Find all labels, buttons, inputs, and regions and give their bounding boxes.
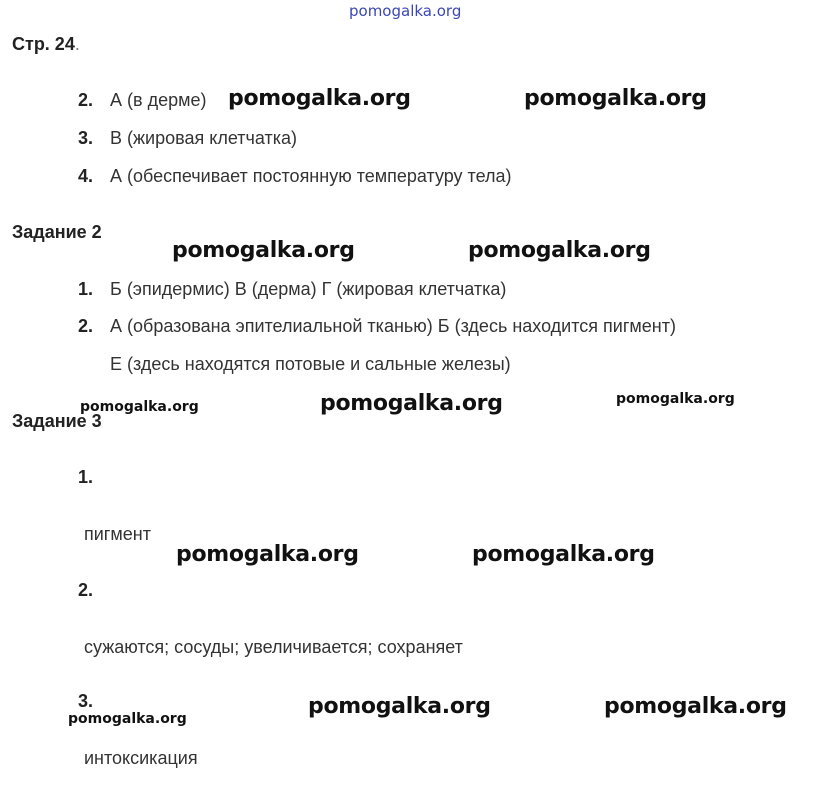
item-text: А (обеспечивает постоянную температуру тела) bbox=[110, 166, 512, 186]
item-number: 1. bbox=[78, 279, 94, 299]
task2-item-2-continuation: Е (здесь находятся потовые и сальные железы) bbox=[110, 354, 511, 374]
task3-heading: Задание 3 bbox=[12, 411, 102, 431]
item-text: Б (эпидермис) В (дерма) Г (жировая клетчатка) bbox=[110, 279, 507, 299]
task1-item-3 bbox=[78, 128, 297, 149]
task3-item-2-answer: сужаются; сосуды; увеличивается; сохраняет bbox=[84, 637, 463, 657]
watermark: pomogalka.org bbox=[616, 391, 735, 407]
task3-item-3-number bbox=[78, 691, 110, 712]
item-text: А (образована эпителиальной тканью) Б (здесь находится пигмент) bbox=[110, 316, 676, 336]
item-number: 2. bbox=[78, 90, 94, 110]
item-number: 4. bbox=[78, 166, 94, 186]
item-text: В (жировая клетчатка) bbox=[110, 128, 297, 148]
item-number: 2. bbox=[78, 316, 94, 336]
watermark: pomogalka.org bbox=[472, 542, 655, 567]
task1-item-4 bbox=[78, 166, 512, 187]
task3-item-1-number bbox=[78, 467, 110, 488]
task2-item-2 bbox=[78, 316, 676, 337]
task1-item-2 bbox=[78, 90, 206, 111]
header-watermark: pomogalka.org bbox=[349, 2, 462, 20]
task2-item-1 bbox=[78, 279, 506, 300]
watermark: pomogalka.org bbox=[68, 711, 187, 727]
item-number: 3. bbox=[78, 691, 94, 711]
page-label-dot: . bbox=[74, 34, 80, 54]
item-number: 3. bbox=[78, 128, 94, 148]
watermark: pomogalka.org bbox=[320, 391, 503, 416]
task2-heading: Задание 2 bbox=[12, 222, 102, 242]
item-number: 2. bbox=[78, 580, 94, 600]
watermark: pomogalka.org bbox=[604, 694, 787, 719]
task3-item-2-number bbox=[78, 580, 110, 601]
task3-item-1-answer: пигмент bbox=[84, 524, 151, 544]
watermark: pomogalka.org bbox=[176, 542, 359, 567]
item-number: 1. bbox=[78, 467, 94, 487]
page-label bbox=[12, 34, 80, 55]
watermark: pomogalka.org bbox=[172, 238, 355, 263]
task3-item-3-answer: интоксикация bbox=[84, 748, 198, 768]
item-text: А (в дерме) bbox=[110, 90, 207, 110]
watermark: pomogalka.org bbox=[524, 86, 707, 111]
watermark: pomogalka.org bbox=[308, 694, 491, 719]
watermark: pomogalka.org bbox=[228, 86, 411, 111]
page-label-text: Стр. 24 bbox=[12, 34, 75, 54]
watermark: pomogalka.org bbox=[468, 238, 651, 263]
watermark: pomogalka.org bbox=[80, 399, 199, 415]
